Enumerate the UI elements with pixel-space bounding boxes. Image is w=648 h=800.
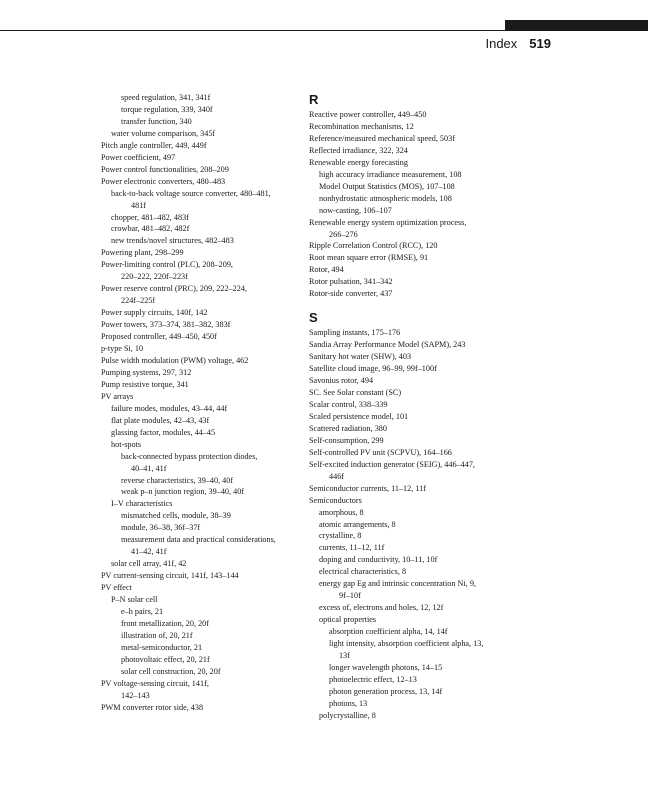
index-entry: glassing factor, modules, 44–45 [111, 427, 216, 437]
index-entry: PV voltage-sensing circuit, 141f, [101, 678, 209, 688]
index-entry: Power towers, 373–374, 381–382, 383f [101, 320, 231, 330]
index-entry: 220–222, 220f–223f [121, 272, 188, 282]
index-entry: failure modes, modules, 43–44, 44f [111, 403, 228, 413]
index-entry: Renewable energy system optimization process, [309, 217, 467, 227]
index-entry: photoelectric effect, 12–13 [329, 674, 417, 684]
running-head-title: Index [485, 36, 518, 51]
index-entry: photovoltaic effect, 20, 21f [121, 654, 210, 664]
index-column-right [309, 92, 529, 722]
index-entry: Reflected irradiance, 322, 324 [309, 145, 408, 155]
index-entry: speed regulation, 341, 341f [121, 93, 211, 102]
index-entry: reverse characteristics, 39–40, 40f [121, 475, 234, 485]
index-entry: p-type Si, 10 [101, 344, 144, 354]
index-entry: Ripple Correlation Control (RCC), 120 [309, 241, 438, 251]
index-entry: module, 36–38, 36f–37f [121, 523, 201, 533]
index-entry: light intensity, absorption coefficient alpha, 13, [329, 639, 484, 649]
index-entry: polycrystalline, 8 [319, 710, 376, 720]
index-entry: atomic arrangements, 8 [319, 519, 396, 529]
index-entry: illustration of, 20, 21f [121, 630, 193, 640]
index-column-left [101, 92, 321, 714]
index-entry: 13f [339, 650, 350, 660]
index-entry: amorphous, 8 [319, 507, 364, 517]
index-entry: Power reserve control (PRC), 209, 222–224, [101, 284, 247, 294]
index-entry: weak p–n junction region, 39–40, 40f [121, 487, 245, 497]
index-entry: I–V characteristics [111, 499, 173, 509]
index-entry: 41–42, 41f [131, 547, 167, 557]
index-entry: Root mean square error (RMSE), 91 [309, 253, 429, 263]
index-entry: 40–41, 41f [131, 463, 167, 473]
index-entry: nonhydrostatic atmospheric models, 108 [319, 193, 452, 203]
header-bar [505, 20, 648, 30]
index-entry: photon generation process, 13, 14f [329, 686, 443, 696]
index-entry: Satellite cloud image, 96–99, 99f–100f [309, 364, 437, 374]
index-entry: Sampling instants, 175–176 [309, 328, 401, 338]
index-entry: chopper, 481–482, 483f [111, 212, 189, 222]
index-entry: 9f–10f [339, 591, 361, 601]
section-letter-r: R [309, 92, 319, 107]
index-entry: crowbar, 481–482, 482f [111, 224, 190, 234]
index-entry: crystalline, 8 [319, 531, 362, 541]
index-entry: Rotor pulsation, 341–342 [309, 277, 393, 287]
index-entry: solar cell array, 41f, 42 [111, 559, 187, 569]
index-entry: Power-limiting control (PLC), 208–209, [101, 260, 233, 270]
index-entry: Rotor-side converter, 437 [309, 289, 393, 299]
index-entry: Reference/measured mechanical speed, 503f [309, 133, 455, 143]
index-entry: 481f [131, 200, 147, 210]
index-entry: hot-spots [111, 439, 142, 449]
index-entry: flat plate modules, 42–43, 43f [111, 415, 210, 425]
index-entry: water volume comparison, 345f [111, 128, 216, 138]
index-entry: Self-controlled PV unit (SCPVU), 164–166 [309, 447, 452, 457]
header-rule [0, 30, 648, 31]
index-entry: Sandia Array Performance Model (SAPM), 243 [309, 340, 466, 350]
index-entry: Model Output Statistics (MOS), 107–108 [319, 181, 455, 191]
index-entry: back-connected bypass protection diodes, [121, 451, 258, 461]
index-entry: Semiconductors [309, 495, 362, 505]
index-entry: 224f–225f [121, 296, 156, 306]
index-entry: photons, 13 [329, 698, 368, 708]
index-entry: solar cell construction, 20, 20f [121, 666, 221, 676]
index-entry: doping and conductivity, 10–11, 10f [319, 555, 438, 565]
index-entry: Scalar control, 338–339 [309, 399, 388, 409]
index-entry: Power coefficient, 497 [101, 152, 176, 162]
index-entry: Self-consumption, 299 [309, 435, 384, 445]
index-entry: new trends/novel structures, 482–483 [111, 236, 234, 246]
index-entry: P–N solar cell [111, 595, 158, 605]
index-entry: PV effect [101, 583, 132, 593]
index-entry: Pumping systems, 297, 312 [101, 367, 192, 377]
index-entry: back-to-back voltage source converter, 480–481, [111, 188, 271, 198]
index-entry: Power control functionalities, 208–209 [101, 164, 229, 174]
index-entry: Scaled persistence model, 101 [309, 411, 409, 421]
index-entry: PWM converter rotor side, 438 [101, 702, 204, 712]
index-entry: Savonius rotor, 494 [309, 376, 374, 386]
index-entry: Semiconductor currents, 11–12, 11f [309, 483, 426, 493]
index-entry: Power supply circuits, 140f, 142 [101, 308, 208, 318]
index-entry: e–h pairs, 21 [121, 606, 164, 616]
index-entry: transfer function, 340 [121, 116, 192, 126]
index-entry: Self-excited induction generator (SEIG), 446–447, [309, 459, 475, 469]
index-entry: Pulse width modulation (PWM) voltage, 462 [101, 355, 249, 365]
index-entry: 142–143 [121, 690, 150, 700]
index-entry: currents, 11–12, 11f [319, 543, 385, 553]
section-s-entries [309, 327, 529, 721]
index-entry: Pump resistive torque, 341 [101, 379, 189, 389]
index-entry: metal-semiconductor, 21 [121, 642, 203, 652]
index-entry: Renewable energy forecasting [309, 157, 408, 167]
index-entry: PV arrays [101, 391, 134, 401]
index-entry: Sanitary hot water (SHW), 403 [309, 352, 412, 362]
index-entry: torque regulation, 339, 340f [121, 104, 213, 114]
index-entry: Recombination mechanisms, 12 [309, 121, 414, 131]
index-entry: Reactive power controller, 449–450 [309, 110, 427, 119]
index-entry: excess of, electrons and holes, 12, 12f [319, 603, 444, 613]
section-letter-s: S [309, 310, 318, 326]
section-r-entries [309, 109, 529, 300]
index-entry: longer wavelength photons, 14–15 [329, 662, 443, 672]
page-number: 519 [529, 36, 551, 51]
index-entry: electrical characteristics, 8 [319, 567, 407, 577]
index-entry: Power electronic converters, 480–483 [101, 176, 226, 186]
index-entry: mismatched cells, module, 38–39 [121, 511, 231, 521]
index-entry: measurement data and practical considerations, [121, 535, 276, 545]
index-entry: Powering plant, 298–299 [101, 248, 184, 258]
index-entry: 446f [329, 471, 345, 481]
index-entry: front metallization, 20, 20f [121, 618, 209, 628]
index-entry: Proposed controller, 449–450, 450f [101, 332, 217, 342]
index-entry: optical properties [319, 615, 377, 625]
index-entry: energy gap Eg and intrinsic concentration Ni, 9, [319, 579, 476, 589]
index-entry: absorption coefficient alpha, 14, 14f [329, 627, 448, 637]
index-entry: now-casting, 106–107 [319, 205, 392, 215]
running-head [485, 36, 551, 51]
index-entry: Scattered radiation, 380 [309, 423, 387, 433]
index-entry: SC. See Solar constant (SC) [309, 388, 402, 398]
index-entry: high accuracy irradiance measurement, 108 [319, 169, 462, 179]
index-entry: 266–276 [329, 229, 358, 239]
section-gap [309, 300, 529, 310]
index-entry: PV current-sensing circuit, 141f, 143–144 [101, 571, 239, 581]
index-entry: Rotor, 494 [309, 265, 344, 275]
index-entry: Pitch angle controller, 449, 449f [101, 140, 207, 150]
